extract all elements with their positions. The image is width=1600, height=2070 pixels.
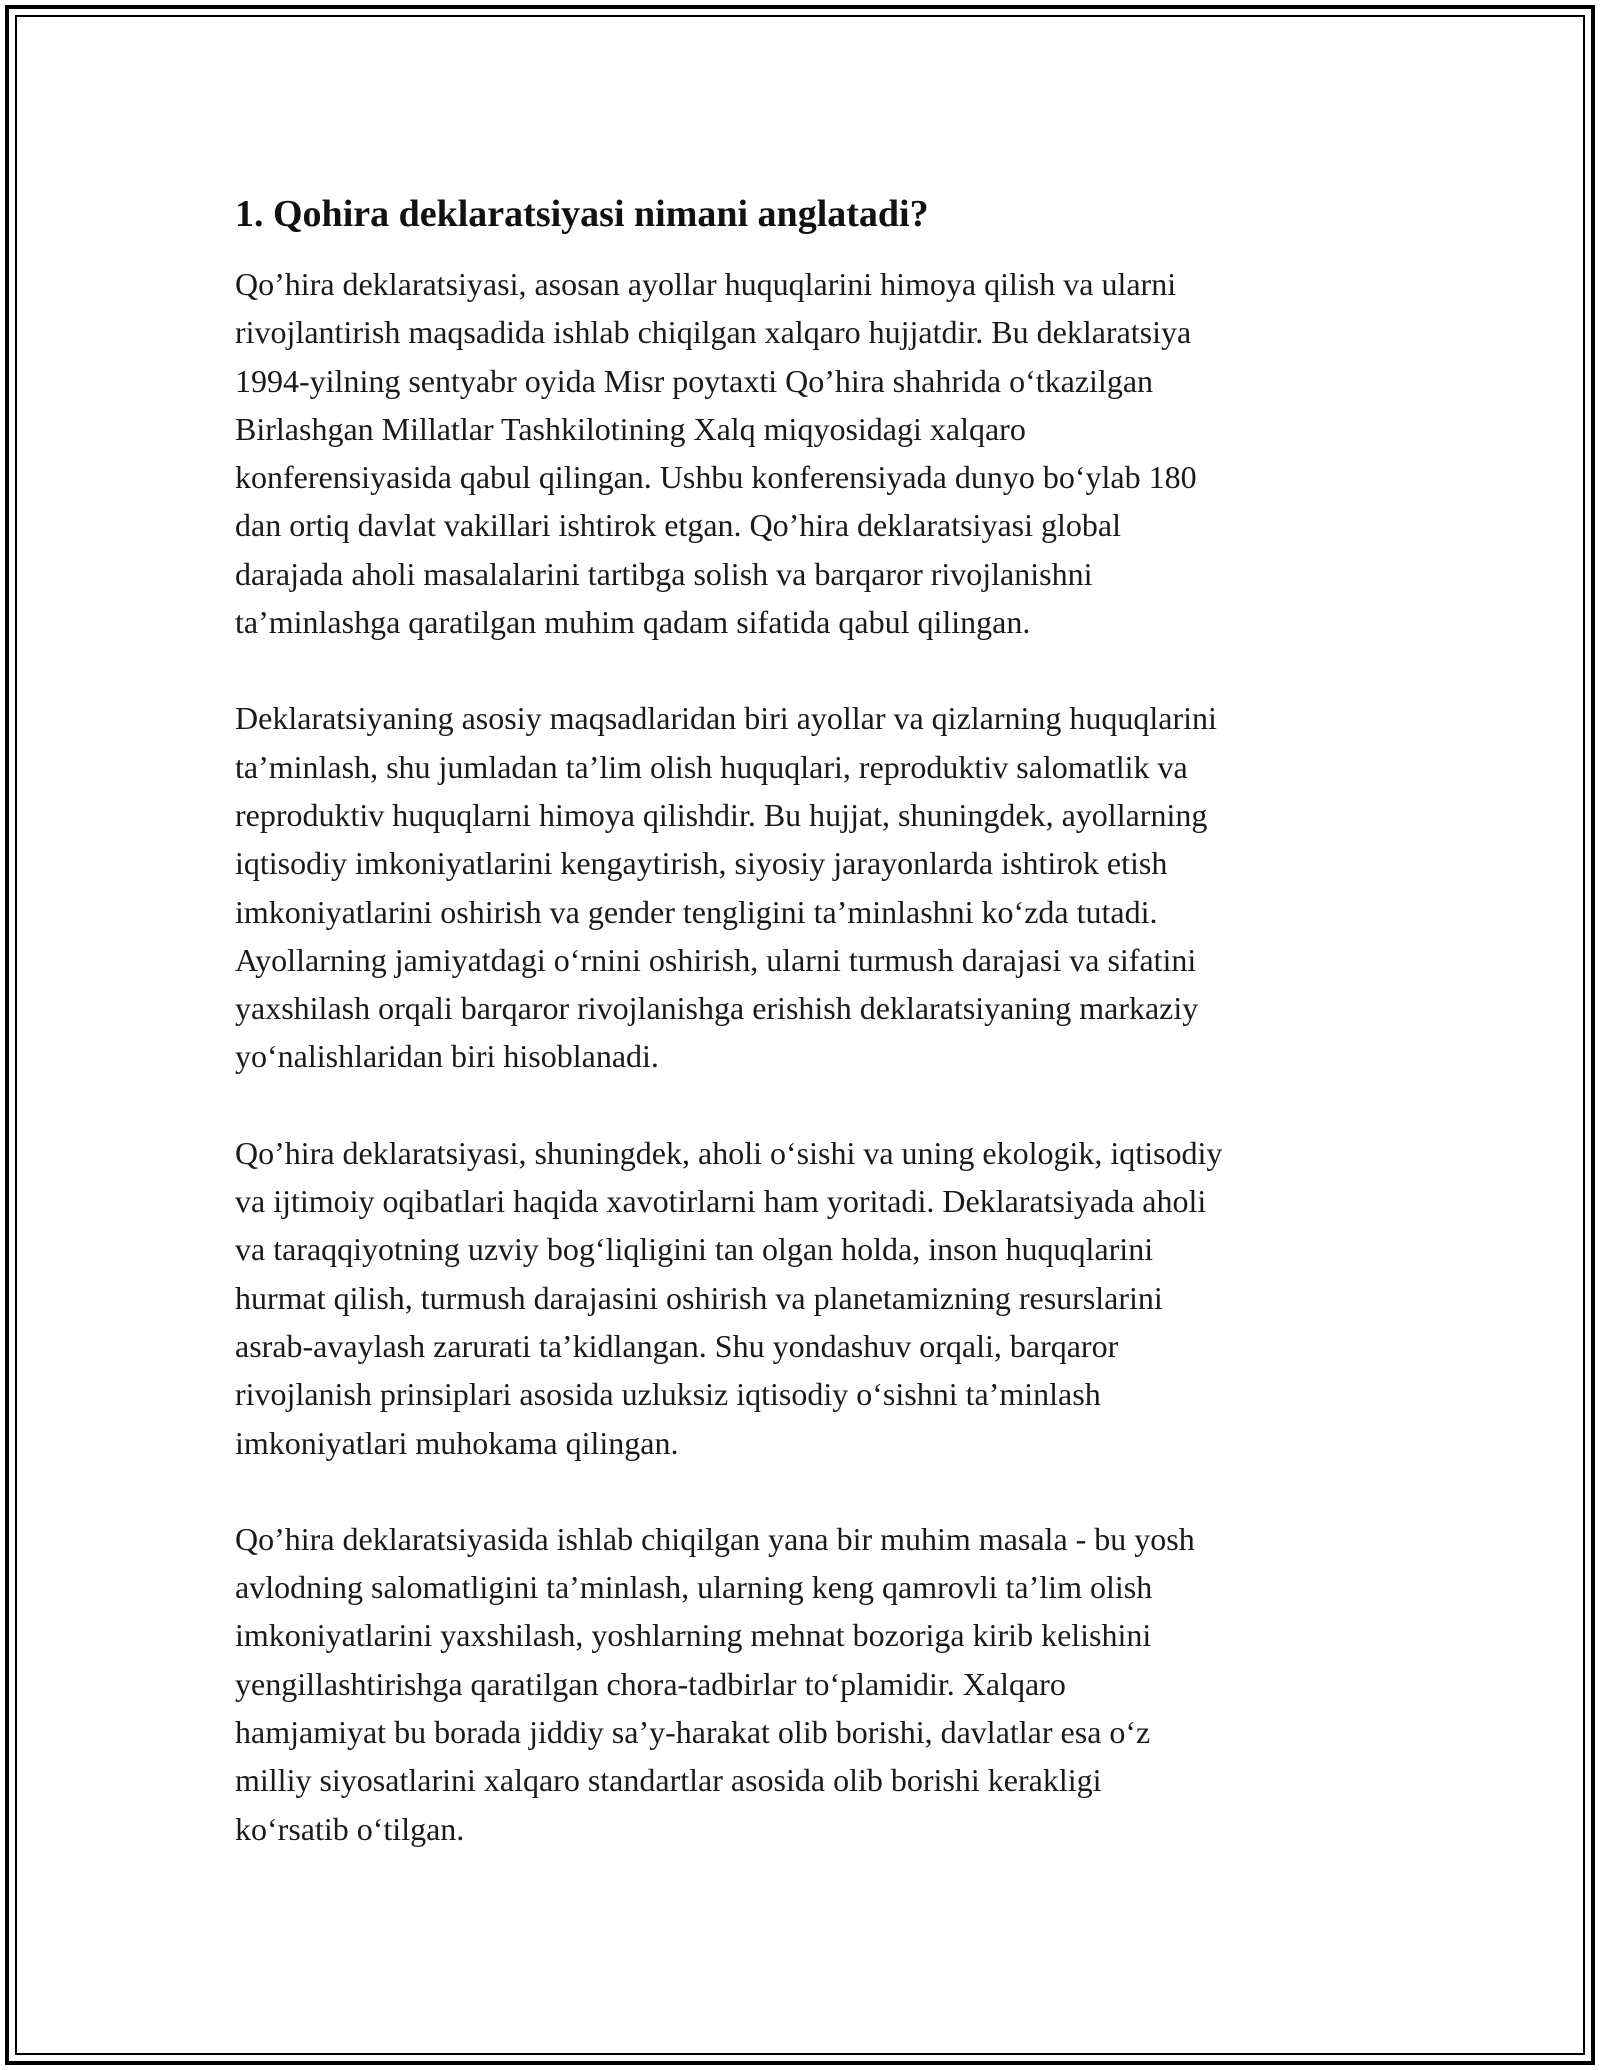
paragraph-3: Qo’hira deklaratsiyasi, shuningdek, aholi o‘sishi va uning ekologik, iqtisodiy va ijtimoiy oqibatlari haqida xavotirlarni ham yoritadi. Deklaratsiyada aholi va taraqqiyotning uzviy bog‘liqligini tan olgan holda, inson huquqlarini hurmat qilish, turmush darajasini oshirish va planetamizning resurslarini asrab-avaylash zarurati ta’kidlangan. Shu yondashuv orqali, barqaror rivojlanish prinsiplari asosida uzluksiz iqtisodiy o‘sishni ta’minlash imkoniyatlari muhokama qilingan. bbox=[235, 1134, 1223, 1461]
document-page bbox=[235, 188, 1375, 1901]
paragraph-4: Qo’hira deklaratsiyasida ishlab chiqilgan yana bir muhim masala - bu yosh avlodning salomatligini ta’minlash, ularning keng qamrovli ta’lim olish imkoniyatlarini yaxshilash, yoshlarning mehnat bozoriga kirib kelishini yengillashtirishga qaratilgan chora-tadbirlar to‘plamidir. Xalqaro hamjamiyat bu borada jiddiy sa’y-harakat olib borishi, davlatlar esa o‘z milliy siyosatlarini xalqaro standartlar asosida olib borishi kerakligi ko‘rsatib o‘tilgan. bbox=[235, 1520, 1195, 1847]
page-title: 1. Qohira deklaratsiyasi nimani anglatadi? bbox=[235, 193, 929, 235]
paragraph-2: Deklaratsiyaning asosiy maqsadlaridan biri ayollar va qizlarning huquqlarini ta’minlash, shu jumladan ta’lim olish huquqlari, reproduktiv salomatlik va reproduktiv huquqlarni himoya qilishdir. Bu hujjat, shuningdek, ayollarning iqtisodiy imkoniyatlarini kengaytirish, siyosiy jarayonlarda ishtirok etish imkoniyatlarini oshirish va gender tengligini ta’minlashni ko‘zda tutadi. Ayollarning jamiyatdagi o‘rnini oshirish, ularni turmush darajasi va sifatini yaxshilash orqali barqaror rivojlanishga erishish deklaratsiyaning markaziy yo‘nalishlaridan biri hisoblanadi. bbox=[235, 700, 1217, 1075]
paragraph-1: Qo’hira deklaratsiyasi, asosan ayollar huquqlarini himoya qilish va ularni rivojlantirish maqsadida ishlab chiqilgan xalqaro hujjatdir. Bu deklaratsiya 1994-yilning sentyabr oyida Misr poytaxti Qo’hira shahrida o‘tkazilgan Birlashgan Millatlar Tashkilotining Xalq miqyosidagi xalqaro konferensiyasida qabul qilingan. Ushbu konferensiyada dunyo bo‘ylab 180 dan ortiq davlat vakillari ishtirok etgan. Qo’hira deklaratsiyasi global darajada aholi masalalarini tartibga solish va barqaror rivojlanishni ta’minlashga qaratilgan muhim qadam sifatida qabul qilingan. bbox=[235, 266, 1197, 641]
